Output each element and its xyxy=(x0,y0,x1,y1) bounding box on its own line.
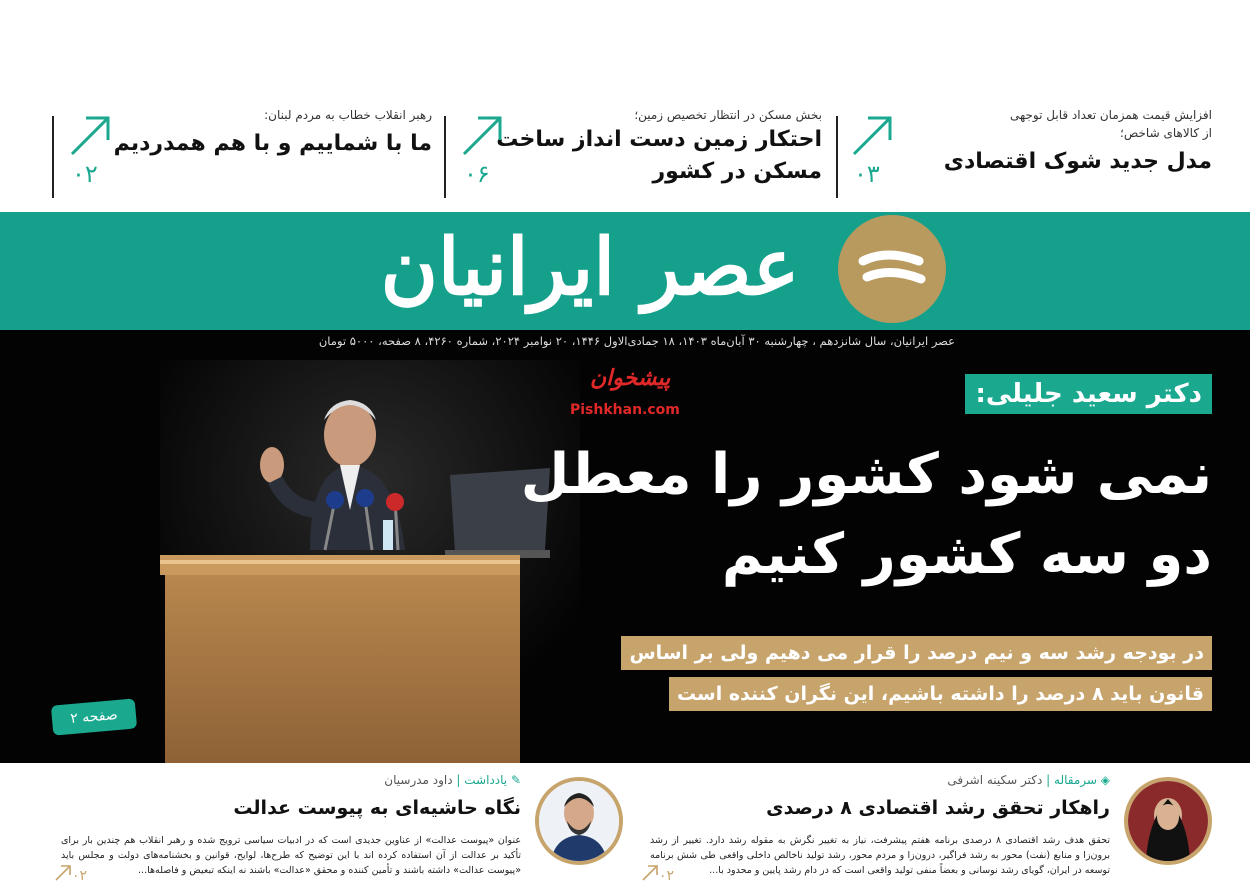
teaser-3[interactable] xyxy=(112,106,432,198)
teaser-kicker: بخش مسکن در انتظار تخصیص زمین؛ xyxy=(634,108,822,122)
column-meta xyxy=(384,773,521,787)
meta-divider: | xyxy=(452,773,465,787)
teaser-headline-2: مسکن در کشور xyxy=(652,159,822,184)
teaser-1[interactable] xyxy=(922,106,1212,198)
lead-headline-line-2[interactable]: دو سه کشور کنیم xyxy=(721,522,1212,587)
column-author: دکتر سکینه اشرفی xyxy=(947,773,1043,787)
editorial-column[interactable] xyxy=(625,763,1250,892)
lead-subheadline-line-1: در بودجه رشد سه و نیم درصد را قرار می دهیم ولی بر اساس xyxy=(621,636,1212,670)
column-title: نگاه حاشیه‌ای به پیوست عدالت xyxy=(233,797,521,819)
watermark: پیشخوان xyxy=(590,366,671,391)
column-body: عنوان «پیوست عدالت» از عناوین جدیدی است که در ادبیات سیاسی ترویج شده و رهبر انقلاب هم چندین بار برای تأکید بر عدالت از آن استفاده کرده اند با این توضیح که طرح‌ها، لوایح، قوانین و بخشنامه‌های دولت و مجلس باید «پیوست عدالت» داشته باشند و تأمین کننده و محقق «عدالت» باشند نه اینکه تبعیض و فاصله‌ها... xyxy=(61,835,521,876)
teaser-kicker: رهبر انقلاب خطاب به مردم لبنان: xyxy=(264,108,432,122)
masthead xyxy=(0,212,1250,330)
layers-icon: ◈ xyxy=(1096,773,1110,787)
note-column[interactable] xyxy=(0,763,625,892)
lead-kicker: دکتر سعید جلیلی: xyxy=(965,374,1212,414)
teaser-page-number: ۰۳ xyxy=(854,160,880,188)
trend-up-icon xyxy=(641,864,659,882)
author-avatar xyxy=(535,777,623,865)
teaser-headline: احتکار زمین دست انداز ساخت xyxy=(496,127,822,152)
divider xyxy=(836,116,838,198)
author-avatar xyxy=(1124,777,1212,865)
logo-badge-icon xyxy=(838,215,946,323)
top-teasers xyxy=(0,0,1250,212)
trend-up-icon xyxy=(68,114,112,158)
watermark-url: Pishkhan.com xyxy=(570,402,680,418)
column-author: داود مدرسیان xyxy=(384,773,453,787)
teaser-kicker-2: از کالاهای شاخص؛ xyxy=(1120,126,1212,140)
teaser-kicker: افزایش قیمت همزمان تعداد قابل توجهی xyxy=(1009,108,1212,122)
teaser-page-number: ۰۲ xyxy=(72,160,98,188)
column-section: سرمقاله xyxy=(1054,773,1097,787)
column-body: تحقق هدف رشد اقتصادی ۸ درصدی برنامه هفتم پیشرفت، نیاز به تغییر نگرش به مقوله رشد دارد. تغییر از رشد برون‌زا و منابع (نفت) محور به رشد فراگیر، درون‌زا و مردم محور، رشد تولید ناخالص داخلی واقعی طی شش برنامه توسعه در ایران، گویای رشد نوسانی و بعضاً منفی تولید واقعی است که در دام رشد پایین و محدود با... xyxy=(650,835,1110,876)
teaser-page-number: ۰۶ xyxy=(464,160,490,188)
column-section: یادداشت xyxy=(464,773,508,787)
teaser-headline: ما با شماییم و با هم همدردیم xyxy=(113,131,432,156)
column-page-number: ۰۲ xyxy=(659,868,675,884)
lead-story xyxy=(0,330,1250,763)
trend-up-icon xyxy=(460,114,504,158)
teaser-headline: مدل جدید شوک اقتصادی xyxy=(943,149,1212,174)
pencil-icon: ✎ xyxy=(507,773,521,787)
trend-up-icon xyxy=(54,864,72,882)
bottom-columns xyxy=(0,763,1250,892)
lead-subheadline-line-2: قانون باید ۸ درصد را داشته باشیم، این نگران کننده است xyxy=(669,677,1212,711)
trend-up-icon xyxy=(850,114,894,158)
newspaper-logo[interactable]: عصر ایرانیان xyxy=(380,222,800,313)
meta-divider: | xyxy=(1042,773,1055,787)
page-reference-tag[interactable]: صفحه ۲ xyxy=(51,698,137,735)
divider xyxy=(52,116,54,198)
column-meta xyxy=(947,773,1110,787)
column-page-number: ۰۲ xyxy=(72,868,88,884)
column-title: راهکار تحقق رشد اقتصادی ۸ درصدی xyxy=(766,797,1110,819)
lead-headline-line-1[interactable]: نمی شود کشور را معطل xyxy=(520,442,1212,507)
divider xyxy=(444,116,446,198)
lead-photo xyxy=(160,360,580,763)
dateline: عصر ایرانیان، سال شانزدهم ، چهارشنبه ۳۰ آبان‌ماه ۱۴۰۳، ۱۸ جمادی‌الاول ۱۴۴۶، ۲۰ نوامبر ۲۰۲۴، شماره ۴۲۶۰، ۸ صفحه، ۵۰۰۰ تومان xyxy=(318,334,955,348)
teaser-2[interactable] xyxy=(496,106,822,198)
